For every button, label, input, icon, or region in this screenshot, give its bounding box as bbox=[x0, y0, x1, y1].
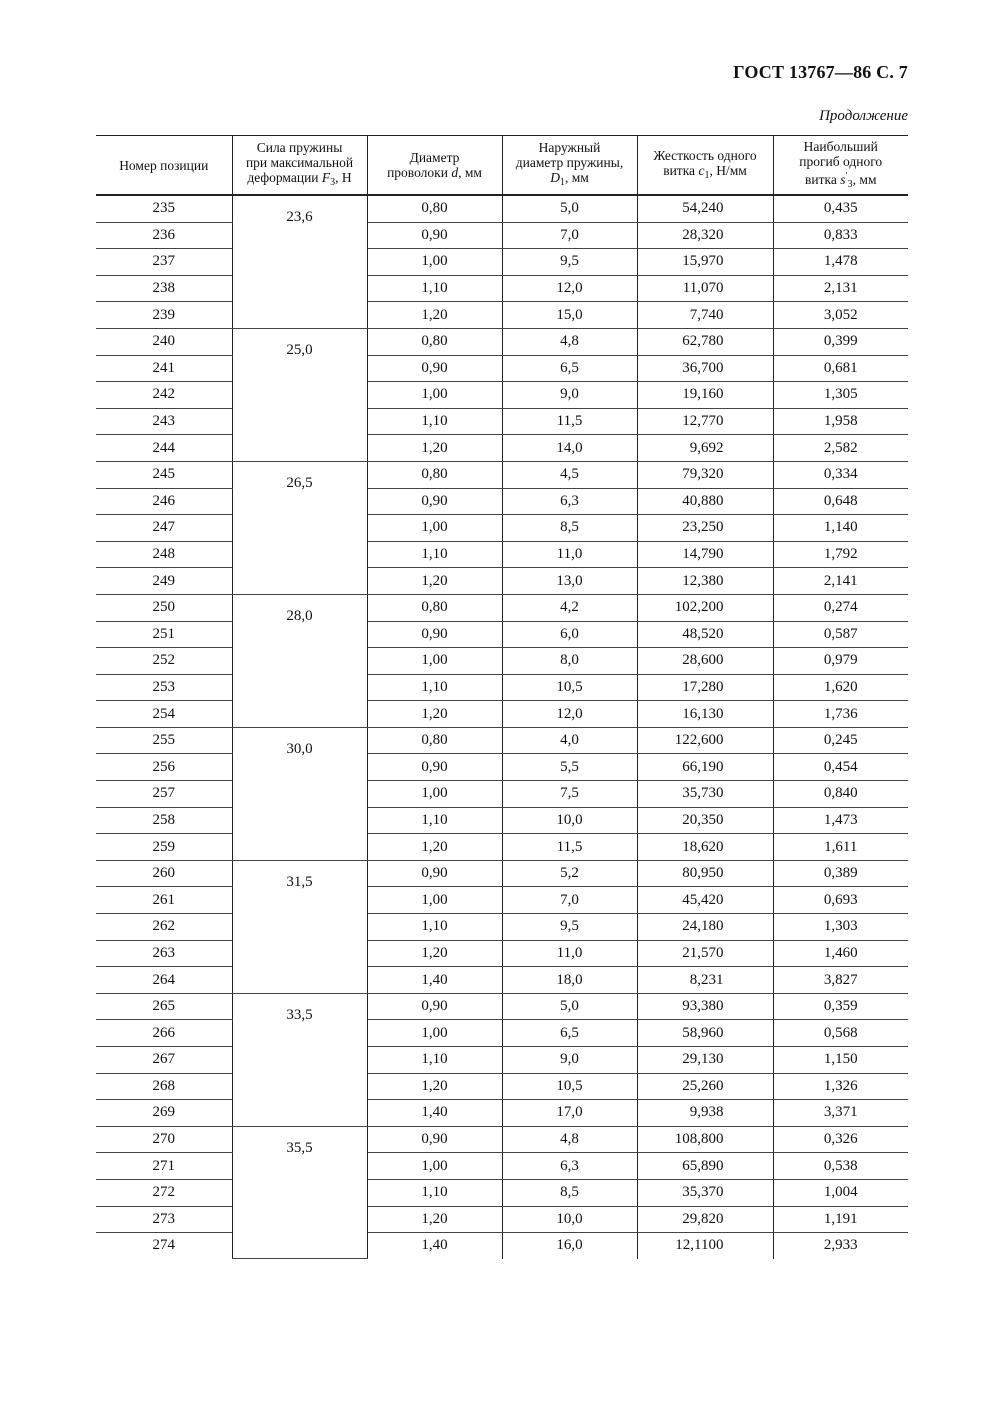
outer-diameter-cell: 9,0 bbox=[502, 1047, 637, 1074]
wire-diameter-cell: 1,10 bbox=[367, 1179, 502, 1206]
spring-force-cell: 35,5 bbox=[232, 1126, 367, 1258]
outer-diameter-cell: 15,0 bbox=[502, 302, 637, 329]
table-row bbox=[96, 887, 908, 914]
table-row bbox=[96, 435, 908, 462]
outer-diameter-cell: 10,0 bbox=[502, 1206, 637, 1233]
position-number-cell: 235 bbox=[96, 195, 232, 222]
coil-stiffness-cell: 24,180 bbox=[637, 914, 773, 941]
coil-stiffness-cell: 35,370 bbox=[637, 1179, 773, 1206]
wire-diameter-cell: 0,80 bbox=[367, 461, 502, 488]
position-number-cell: 246 bbox=[96, 488, 232, 515]
position-number-cell: 263 bbox=[96, 940, 232, 967]
outer-diameter-cell: 18,0 bbox=[502, 967, 637, 994]
position-number-cell: 244 bbox=[96, 435, 232, 462]
header-position-number: Номер позиции bbox=[96, 136, 232, 196]
table-row bbox=[96, 302, 908, 329]
max-deflection-cell: 0,359 bbox=[773, 993, 908, 1020]
spring-force-cell: 28,0 bbox=[232, 594, 367, 727]
max-deflection-cell: 3,052 bbox=[773, 302, 908, 329]
max-deflection-cell: 0,326 bbox=[773, 1126, 908, 1153]
outer-diameter-cell: 11,0 bbox=[502, 541, 637, 568]
table-row bbox=[96, 328, 908, 355]
table-row bbox=[96, 781, 908, 808]
max-deflection-cell: 0,840 bbox=[773, 781, 908, 808]
table-row bbox=[96, 1153, 908, 1180]
coil-stiffness-cell: 58,960 bbox=[637, 1020, 773, 1047]
max-deflection-cell: 0,681 bbox=[773, 355, 908, 382]
wire-diameter-cell: 1,10 bbox=[367, 541, 502, 568]
position-number-cell: 272 bbox=[96, 1179, 232, 1206]
table-row bbox=[96, 993, 908, 1020]
outer-diameter-cell: 12,0 bbox=[502, 275, 637, 302]
coil-stiffness-cell: 28,320 bbox=[637, 222, 773, 249]
table-row bbox=[96, 568, 908, 595]
table-row bbox=[96, 940, 908, 967]
max-deflection-cell: 1,792 bbox=[773, 541, 908, 568]
table-row bbox=[96, 515, 908, 542]
max-deflection-cell: 0,274 bbox=[773, 594, 908, 621]
table-row bbox=[96, 541, 908, 568]
max-deflection-cell: 0,979 bbox=[773, 648, 908, 675]
outer-diameter-cell: 11,5 bbox=[502, 834, 637, 861]
outer-diameter-cell: 6,3 bbox=[502, 488, 637, 515]
outer-diameter-cell: 6,5 bbox=[502, 1020, 637, 1047]
wire-diameter-cell: 1,10 bbox=[367, 1047, 502, 1074]
max-deflection-cell: 1,478 bbox=[773, 249, 908, 276]
wire-diameter-cell: 1,40 bbox=[367, 1233, 502, 1259]
max-deflection-cell: 0,833 bbox=[773, 222, 908, 249]
position-number-cell: 247 bbox=[96, 515, 232, 542]
wire-diameter-cell: 1,20 bbox=[367, 834, 502, 861]
spring-force-cell: 30,0 bbox=[232, 727, 367, 860]
outer-diameter-cell: 10,0 bbox=[502, 807, 637, 834]
page-header: ГОСТ 13767—86 С. 7 bbox=[733, 62, 908, 82]
position-number-cell: 243 bbox=[96, 408, 232, 435]
outer-diameter-cell: 4,5 bbox=[502, 461, 637, 488]
table-row bbox=[96, 408, 908, 435]
header-max-deflection: Наибольший прогиб одного витка $s'_3$, мм bbox=[773, 136, 908, 196]
outer-diameter-cell: 8,0 bbox=[502, 648, 637, 675]
outer-diameter-cell: 4,8 bbox=[502, 1126, 637, 1153]
coil-stiffness-cell: 23,250 bbox=[637, 515, 773, 542]
outer-diameter-cell: 7,0 bbox=[502, 222, 637, 249]
position-number-cell: 240 bbox=[96, 328, 232, 355]
table-row bbox=[96, 1206, 908, 1233]
table-row bbox=[96, 1126, 908, 1153]
wire-diameter-cell: 0,90 bbox=[367, 222, 502, 249]
wire-diameter-cell: 1,00 bbox=[367, 1020, 502, 1047]
table-row bbox=[96, 754, 908, 781]
table-row bbox=[96, 674, 908, 701]
outer-diameter-cell: 13,0 bbox=[502, 568, 637, 595]
position-number-cell: 238 bbox=[96, 275, 232, 302]
coil-stiffness-cell: 16,130 bbox=[637, 701, 773, 728]
max-deflection-cell: 0,648 bbox=[773, 488, 908, 515]
max-deflection-cell: 2,141 bbox=[773, 568, 908, 595]
table-row bbox=[96, 355, 908, 382]
coil-stiffness-cell: 36,700 bbox=[637, 355, 773, 382]
outer-diameter-cell: 17,0 bbox=[502, 1100, 637, 1127]
max-deflection-cell: 2,933 bbox=[773, 1233, 908, 1259]
outer-diameter-cell: 5,0 bbox=[502, 195, 637, 222]
coil-stiffness-cell: 17,280 bbox=[637, 674, 773, 701]
max-deflection-cell: 0,245 bbox=[773, 727, 908, 754]
table-row bbox=[96, 914, 908, 941]
wire-diameter-cell: 1,00 bbox=[367, 781, 502, 808]
spring-parameters-table bbox=[96, 135, 908, 1259]
max-deflection-cell: 3,827 bbox=[773, 967, 908, 994]
max-deflection-cell: 1,460 bbox=[773, 940, 908, 967]
coil-stiffness-cell: 62,780 bbox=[637, 328, 773, 355]
table-row bbox=[96, 1233, 908, 1259]
wire-diameter-cell: 0,90 bbox=[367, 993, 502, 1020]
position-number-cell: 237 bbox=[96, 249, 232, 276]
coil-stiffness-cell: 21,570 bbox=[637, 940, 773, 967]
outer-diameter-cell: 8,5 bbox=[502, 1179, 637, 1206]
spring-force-cell: 25,0 bbox=[232, 328, 367, 461]
table-row bbox=[96, 1073, 908, 1100]
coil-stiffness-cell: 48,520 bbox=[637, 621, 773, 648]
position-number-cell: 269 bbox=[96, 1100, 232, 1127]
wire-diameter-cell: 0,90 bbox=[367, 488, 502, 515]
max-deflection-cell: 1,191 bbox=[773, 1206, 908, 1233]
max-deflection-cell: 0,399 bbox=[773, 328, 908, 355]
coil-stiffness-cell: 65,890 bbox=[637, 1153, 773, 1180]
position-number-cell: 259 bbox=[96, 834, 232, 861]
header-spring-force: Сила пружины при максимальной деформации $F_3$, Н bbox=[232, 136, 367, 196]
outer-diameter-cell: 6,3 bbox=[502, 1153, 637, 1180]
outer-diameter-cell: 9,0 bbox=[502, 382, 637, 409]
position-number-cell: 248 bbox=[96, 541, 232, 568]
max-deflection-cell: 2,131 bbox=[773, 275, 908, 302]
table-row bbox=[96, 807, 908, 834]
coil-stiffness-cell: 122,600 bbox=[637, 727, 773, 754]
spring-force-cell: 33,5 bbox=[232, 993, 367, 1126]
position-number-cell: 265 bbox=[96, 993, 232, 1020]
table-row bbox=[96, 621, 908, 648]
table-row bbox=[96, 249, 908, 276]
table-row bbox=[96, 488, 908, 515]
max-deflection-cell: 0,587 bbox=[773, 621, 908, 648]
max-deflection-cell: 1,305 bbox=[773, 382, 908, 409]
position-number-cell: 260 bbox=[96, 860, 232, 887]
wire-diameter-cell: 0,80 bbox=[367, 594, 502, 621]
coil-stiffness-cell: 7,740 bbox=[637, 302, 773, 329]
outer-diameter-cell: 8,5 bbox=[502, 515, 637, 542]
coil-stiffness-cell: 102,200 bbox=[637, 594, 773, 621]
wire-diameter-cell: 1,10 bbox=[367, 807, 502, 834]
wire-diameter-cell: 1,10 bbox=[367, 408, 502, 435]
wire-diameter-cell: 1,10 bbox=[367, 275, 502, 302]
header-coil-stiffness: Жесткость одного витка $c_1$, Н/мм bbox=[637, 136, 773, 196]
position-number-cell: 253 bbox=[96, 674, 232, 701]
wire-diameter-cell: 1,40 bbox=[367, 1100, 502, 1127]
max-deflection-cell: 0,538 bbox=[773, 1153, 908, 1180]
position-number-cell: 256 bbox=[96, 754, 232, 781]
spring-force-cell: 26,5 bbox=[232, 461, 367, 594]
table-row bbox=[96, 1047, 908, 1074]
outer-diameter-cell: 9,5 bbox=[502, 914, 637, 941]
outer-diameter-cell: 4,2 bbox=[502, 594, 637, 621]
table-header-row bbox=[96, 136, 908, 196]
spring-force-cell: 23,6 bbox=[232, 195, 367, 328]
header-outer-diameter: Наружный диаметр пружины, $D_1$, мм bbox=[502, 136, 637, 196]
wire-diameter-cell: 1,10 bbox=[367, 914, 502, 941]
max-deflection-cell: 1,004 bbox=[773, 1179, 908, 1206]
outer-diameter-cell: 7,5 bbox=[502, 781, 637, 808]
wire-diameter-cell: 0,90 bbox=[367, 621, 502, 648]
max-deflection-cell: 0,389 bbox=[773, 860, 908, 887]
table-row bbox=[96, 461, 908, 488]
coil-stiffness-cell: 19,160 bbox=[637, 382, 773, 409]
position-number-cell: 264 bbox=[96, 967, 232, 994]
wire-diameter-cell: 1,00 bbox=[367, 1153, 502, 1180]
coil-stiffness-cell: 12,1100 bbox=[637, 1233, 773, 1259]
continuation-label: Продолжение bbox=[819, 108, 908, 124]
coil-stiffness-cell: 80,950 bbox=[637, 860, 773, 887]
wire-diameter-cell: 0,90 bbox=[367, 754, 502, 781]
wire-diameter-cell: 0,80 bbox=[367, 195, 502, 222]
table-row bbox=[96, 834, 908, 861]
coil-stiffness-cell: 20,350 bbox=[637, 807, 773, 834]
max-deflection-cell: 0,568 bbox=[773, 1020, 908, 1047]
position-number-cell: 249 bbox=[96, 568, 232, 595]
position-number-cell: 239 bbox=[96, 302, 232, 329]
coil-stiffness-cell: 25,260 bbox=[637, 1073, 773, 1100]
wire-diameter-cell: 1,20 bbox=[367, 1073, 502, 1100]
max-deflection-cell: 0,693 bbox=[773, 887, 908, 914]
position-number-cell: 241 bbox=[96, 355, 232, 382]
table-row bbox=[96, 222, 908, 249]
outer-diameter-cell: 14,0 bbox=[502, 435, 637, 462]
max-deflection-cell: 0,454 bbox=[773, 754, 908, 781]
coil-stiffness-cell: 18,620 bbox=[637, 834, 773, 861]
position-number-cell: 268 bbox=[96, 1073, 232, 1100]
coil-stiffness-cell: 29,130 bbox=[637, 1047, 773, 1074]
outer-diameter-cell: 6,0 bbox=[502, 621, 637, 648]
coil-stiffness-cell: 12,380 bbox=[637, 568, 773, 595]
position-number-cell: 266 bbox=[96, 1020, 232, 1047]
coil-stiffness-cell: 14,790 bbox=[637, 541, 773, 568]
coil-stiffness-cell: 54,240 bbox=[637, 195, 773, 222]
outer-diameter-cell: 5,2 bbox=[502, 860, 637, 887]
outer-diameter-cell: 7,0 bbox=[502, 887, 637, 914]
outer-diameter-cell: 16,0 bbox=[502, 1233, 637, 1259]
outer-diameter-cell: 4,8 bbox=[502, 328, 637, 355]
wire-diameter-cell: 1,20 bbox=[367, 435, 502, 462]
wire-diameter-cell: 1,00 bbox=[367, 249, 502, 276]
outer-diameter-cell: 10,5 bbox=[502, 1073, 637, 1100]
position-number-cell: 242 bbox=[96, 382, 232, 409]
header-wire-diameter: Диаметр проволоки d, мм bbox=[367, 136, 502, 196]
table-row bbox=[96, 967, 908, 994]
max-deflection-cell: 1,303 bbox=[773, 914, 908, 941]
coil-stiffness-cell: 11,070 bbox=[637, 275, 773, 302]
max-deflection-cell: 0,435 bbox=[773, 195, 908, 222]
wire-diameter-cell: 1,20 bbox=[367, 1206, 502, 1233]
outer-diameter-cell: 12,0 bbox=[502, 701, 637, 728]
max-deflection-cell: 1,150 bbox=[773, 1047, 908, 1074]
wire-diameter-cell: 1,20 bbox=[367, 568, 502, 595]
coil-stiffness-cell: 8,231 bbox=[637, 967, 773, 994]
outer-diameter-cell: 6,5 bbox=[502, 355, 637, 382]
max-deflection-cell: 1,620 bbox=[773, 674, 908, 701]
wire-diameter-cell: 1,20 bbox=[367, 302, 502, 329]
outer-diameter-cell: 11,5 bbox=[502, 408, 637, 435]
wire-diameter-cell: 1,20 bbox=[367, 940, 502, 967]
position-number-cell: 270 bbox=[96, 1126, 232, 1153]
coil-stiffness-cell: 12,770 bbox=[637, 408, 773, 435]
table-row bbox=[96, 1100, 908, 1127]
table-row bbox=[96, 1179, 908, 1206]
coil-stiffness-cell: 79,320 bbox=[637, 461, 773, 488]
wire-diameter-cell: 1,10 bbox=[367, 674, 502, 701]
max-deflection-cell: 3,371 bbox=[773, 1100, 908, 1127]
coil-stiffness-cell: 66,190 bbox=[637, 754, 773, 781]
position-number-cell: 255 bbox=[96, 727, 232, 754]
coil-stiffness-cell: 108,800 bbox=[637, 1126, 773, 1153]
table-row bbox=[96, 275, 908, 302]
position-number-cell: 261 bbox=[96, 887, 232, 914]
position-number-cell: 258 bbox=[96, 807, 232, 834]
position-number-cell: 262 bbox=[96, 914, 232, 941]
wire-diameter-cell: 0,80 bbox=[367, 727, 502, 754]
max-deflection-cell: 1,736 bbox=[773, 701, 908, 728]
table-row bbox=[96, 594, 908, 621]
position-number-cell: 257 bbox=[96, 781, 232, 808]
position-number-cell: 271 bbox=[96, 1153, 232, 1180]
max-deflection-cell: 1,958 bbox=[773, 408, 908, 435]
position-number-cell: 250 bbox=[96, 594, 232, 621]
coil-stiffness-cell: 9,692 bbox=[637, 435, 773, 462]
wire-diameter-cell: 1,00 bbox=[367, 382, 502, 409]
position-number-cell: 254 bbox=[96, 701, 232, 728]
max-deflection-cell: 1,473 bbox=[773, 807, 908, 834]
table-row bbox=[96, 1020, 908, 1047]
coil-stiffness-cell: 35,730 bbox=[637, 781, 773, 808]
max-deflection-cell: 1,611 bbox=[773, 834, 908, 861]
coil-stiffness-cell: 93,380 bbox=[637, 993, 773, 1020]
coil-stiffness-cell: 9,938 bbox=[637, 1100, 773, 1127]
table-row bbox=[96, 648, 908, 675]
outer-diameter-cell: 9,5 bbox=[502, 249, 637, 276]
table-row bbox=[96, 860, 908, 887]
position-number-cell: 252 bbox=[96, 648, 232, 675]
coil-stiffness-cell: 28,600 bbox=[637, 648, 773, 675]
wire-diameter-cell: 0,90 bbox=[367, 860, 502, 887]
max-deflection-cell: 0,334 bbox=[773, 461, 908, 488]
wire-diameter-cell: 1,20 bbox=[367, 701, 502, 728]
wire-diameter-cell: 1,40 bbox=[367, 967, 502, 994]
table-row bbox=[96, 195, 908, 222]
wire-diameter-cell: 0,80 bbox=[367, 328, 502, 355]
position-number-cell: 267 bbox=[96, 1047, 232, 1074]
wire-diameter-cell: 1,00 bbox=[367, 515, 502, 542]
wire-diameter-cell: 1,00 bbox=[367, 887, 502, 914]
max-deflection-cell: 1,326 bbox=[773, 1073, 908, 1100]
outer-diameter-cell: 4,0 bbox=[502, 727, 637, 754]
outer-diameter-cell: 5,5 bbox=[502, 754, 637, 781]
max-deflection-cell: 2,582 bbox=[773, 435, 908, 462]
spring-force-cell: 31,5 bbox=[232, 860, 367, 993]
table-row bbox=[96, 382, 908, 409]
wire-diameter-cell: 0,90 bbox=[367, 355, 502, 382]
outer-diameter-cell: 10,5 bbox=[502, 674, 637, 701]
wire-diameter-cell: 0,90 bbox=[367, 1126, 502, 1153]
coil-stiffness-cell: 29,820 bbox=[637, 1206, 773, 1233]
outer-diameter-cell: 11,0 bbox=[502, 940, 637, 967]
position-number-cell: 236 bbox=[96, 222, 232, 249]
position-number-cell: 273 bbox=[96, 1206, 232, 1233]
table-row bbox=[96, 727, 908, 754]
coil-stiffness-cell: 45,420 bbox=[637, 887, 773, 914]
wire-diameter-cell: 1,00 bbox=[367, 648, 502, 675]
position-number-cell: 251 bbox=[96, 621, 232, 648]
max-deflection-cell: 1,140 bbox=[773, 515, 908, 542]
table-row bbox=[96, 701, 908, 728]
position-number-cell: 245 bbox=[96, 461, 232, 488]
position-number-cell: 274 bbox=[152, 1237, 175, 1254]
coil-stiffness-cell: 40,880 bbox=[637, 488, 773, 515]
table-body bbox=[96, 195, 908, 1259]
outer-diameter-cell: 5,0 bbox=[502, 993, 637, 1020]
coil-stiffness-cell: 15,970 bbox=[637, 249, 773, 276]
